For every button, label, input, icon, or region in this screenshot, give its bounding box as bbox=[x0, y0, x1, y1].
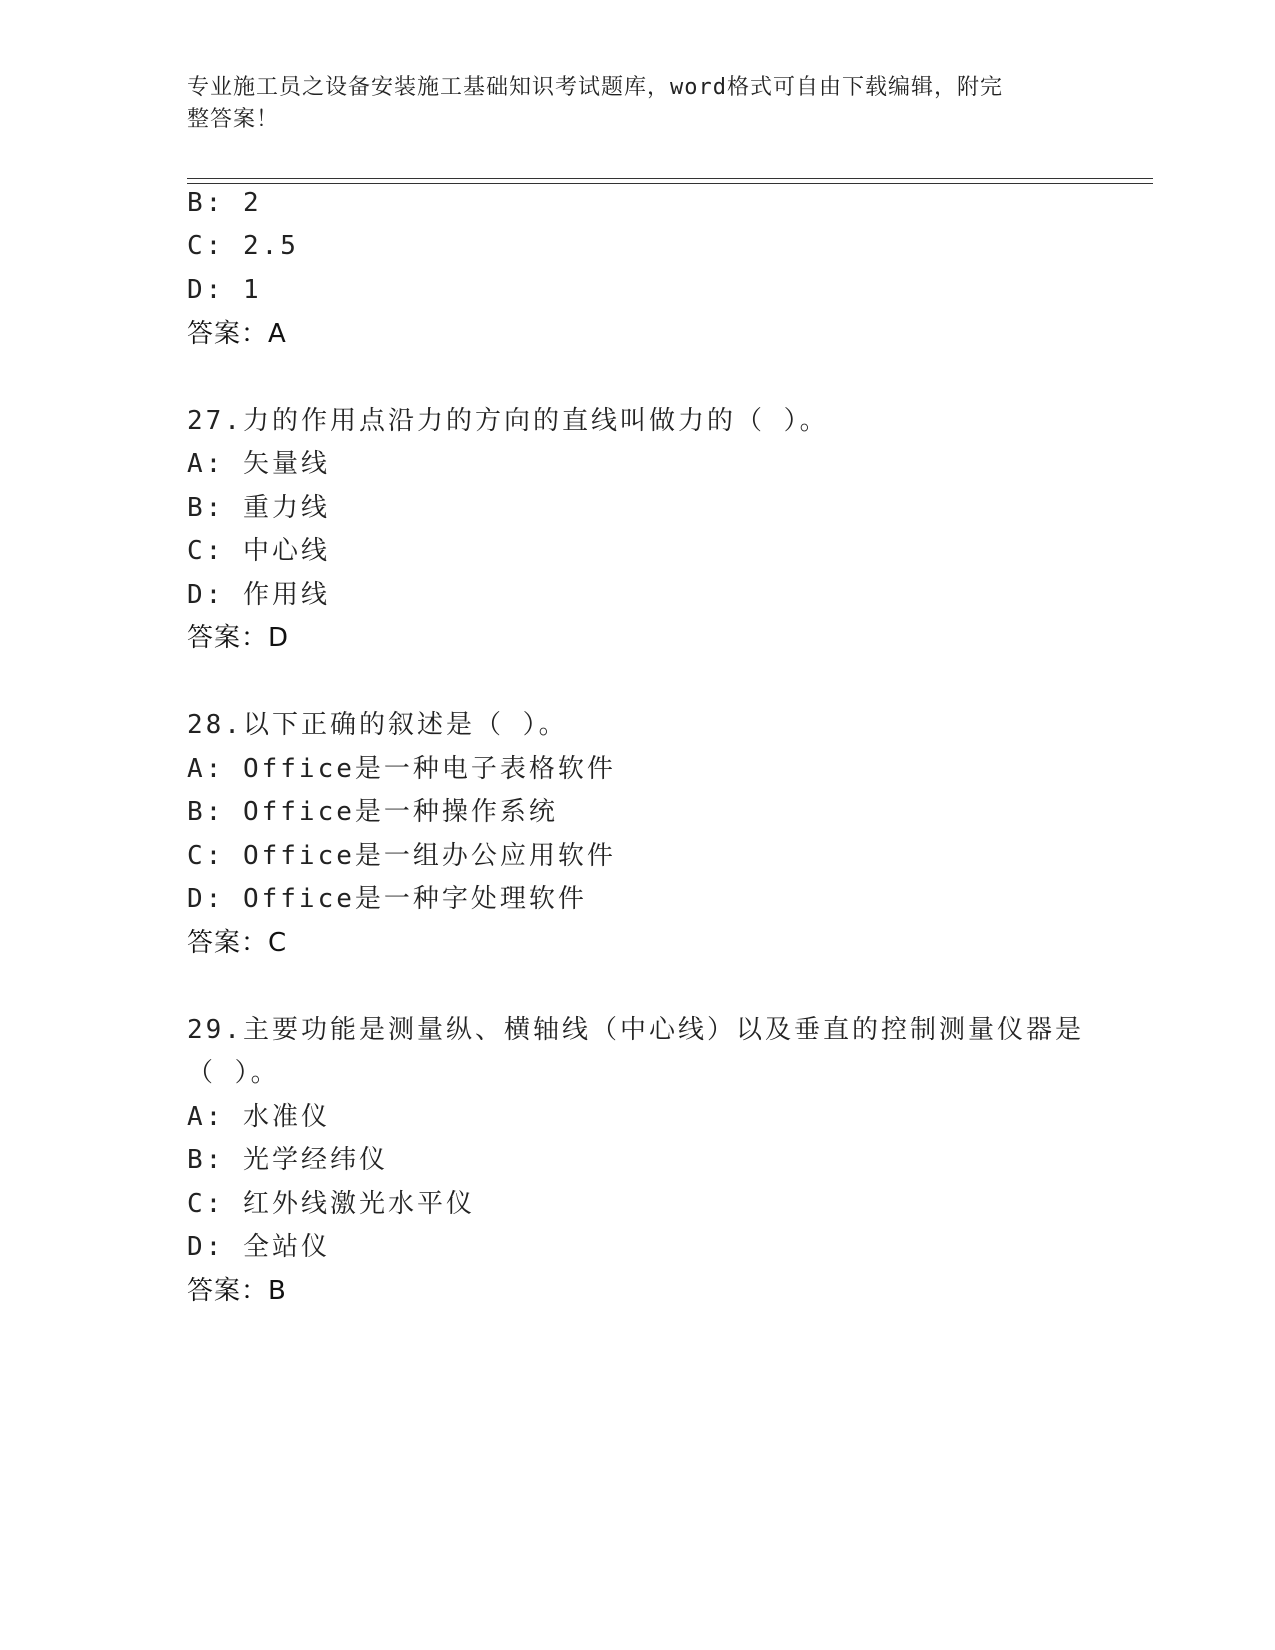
q28-option-c: C: Office是一组办公应用软件 bbox=[187, 841, 616, 871]
q29-option-b: B: 光学经纬仪 bbox=[187, 1145, 388, 1175]
q26-option-d: D: 1 bbox=[187, 275, 262, 305]
header-line-1: 专业施工员之设备安装施工基础知识考试题库，word格式可自由下载编辑，附完 bbox=[187, 75, 1003, 100]
header-divider-top bbox=[187, 178, 1153, 179]
q29-option-a: A: 水准仪 bbox=[187, 1102, 330, 1132]
q29-question-line-2: （ ）。 bbox=[187, 1058, 280, 1088]
q27-option-a: A: 矢量线 bbox=[187, 449, 330, 479]
q29-option-d: D: 全站仪 bbox=[187, 1232, 330, 1262]
q27-option-b: B: 重力线 bbox=[187, 493, 330, 523]
q29-option-c: C: 红外线激光水平仪 bbox=[187, 1189, 475, 1219]
q27-question: 27.力的作用点沿力的方向的直线叫做力的（ ）。 bbox=[187, 406, 829, 436]
q28-question: 28.以下正确的叙述是（ ）。 bbox=[187, 710, 568, 740]
q26-answer: 答案：A bbox=[187, 319, 287, 349]
header-line-2: 整答案！ bbox=[187, 107, 280, 132]
header-divider-bottom bbox=[187, 183, 1153, 184]
q29-answer: 答案：B bbox=[187, 1276, 287, 1306]
document-header bbox=[187, 72, 1057, 136]
q27-answer: 答案：D bbox=[187, 623, 290, 653]
q28-option-d: D: Office是一种字处理软件 bbox=[187, 884, 587, 914]
q28-option-b: B: Office是一种操作系统 bbox=[187, 797, 558, 827]
q26-option-b: B: 2 bbox=[187, 188, 262, 218]
q29-question-line-1: 29.主要功能是测量纵、横轴线（中心线）以及垂直的控制测量仪器是 bbox=[187, 1015, 1084, 1045]
q27-option-d: D: 作用线 bbox=[187, 580, 330, 610]
q28-answer: 答案：C bbox=[187, 928, 288, 958]
q26-option-c: C: 2.5 bbox=[187, 231, 299, 261]
q27-option-c: C: 中心线 bbox=[187, 536, 330, 566]
q28-option-a: A: Office是一种电子表格软件 bbox=[187, 754, 616, 784]
